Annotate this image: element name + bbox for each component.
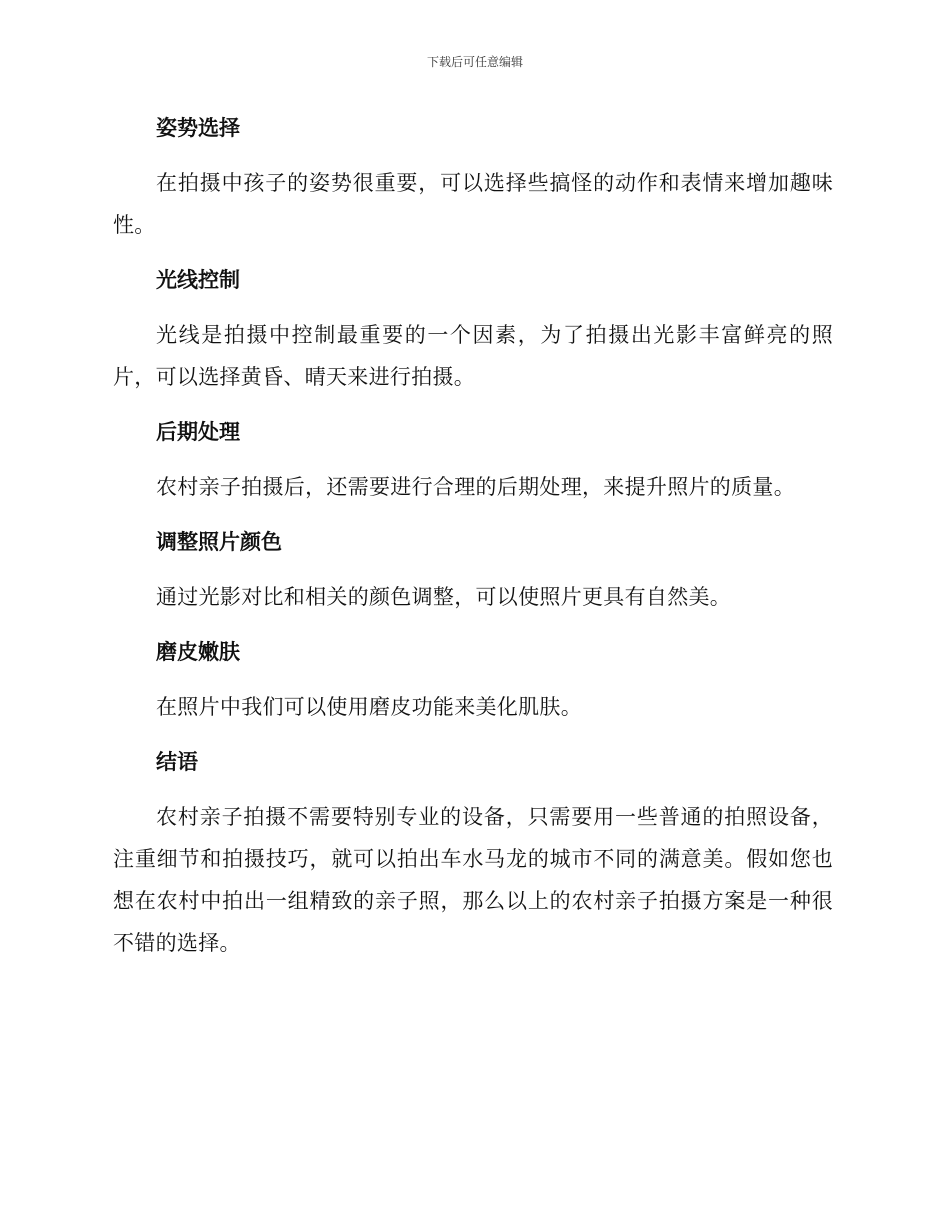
section-paragraph-color-adjust: 通过光影对比和相关的颜色调整，可以使照片更具有自然美。 [156, 585, 732, 609]
section-heading-skin-smoothing: 磨皮嫩肤 [156, 640, 240, 664]
section-paragraph-lighting: 光线是拍摄中控制最重要的一个因素，为了拍摄出光影丰富鲜亮的照片，可以选择黄昏、晴天来进行拍摄。 [113, 323, 833, 389]
section-paragraph-skin-smoothing: 在照片中我们可以使用磨皮功能来美化肌肤。 [156, 695, 582, 719]
section-paragraph-pose: 在拍摄中孩子的姿势很重要，可以选择些搞怪的动作和表情来增加趣味性。 [113, 171, 833, 237]
section-paragraph-post-processing: 农村亲子拍摄后，还需要进行合理的后期处理，来提升照片的质量。 [156, 475, 795, 499]
section-heading-pose: 姿势选择 [156, 116, 240, 140]
section-heading-post-processing: 后期处理 [156, 420, 240, 444]
document-body [113, 108, 833, 964]
section-heading-lighting: 光线控制 [156, 268, 240, 292]
section-paragraph-conclusion: 农村亲子拍摄不需要特别专业的设备，只需要用一些普通的拍照设备，注重细节和拍摄技巧，就可以拍出车水马龙的城市不同的满意美。假如您也想在农村中拍出一组精致的亲子照，那么以上的农村亲子拍摄方案是一种很不错的选择。 [113, 805, 833, 955]
section-heading-conclusion: 结语 [156, 750, 198, 774]
section-heading-color-adjust: 调整照片颜色 [156, 530, 282, 554]
page-header: 下载后可任意编辑 [426, 55, 523, 69]
